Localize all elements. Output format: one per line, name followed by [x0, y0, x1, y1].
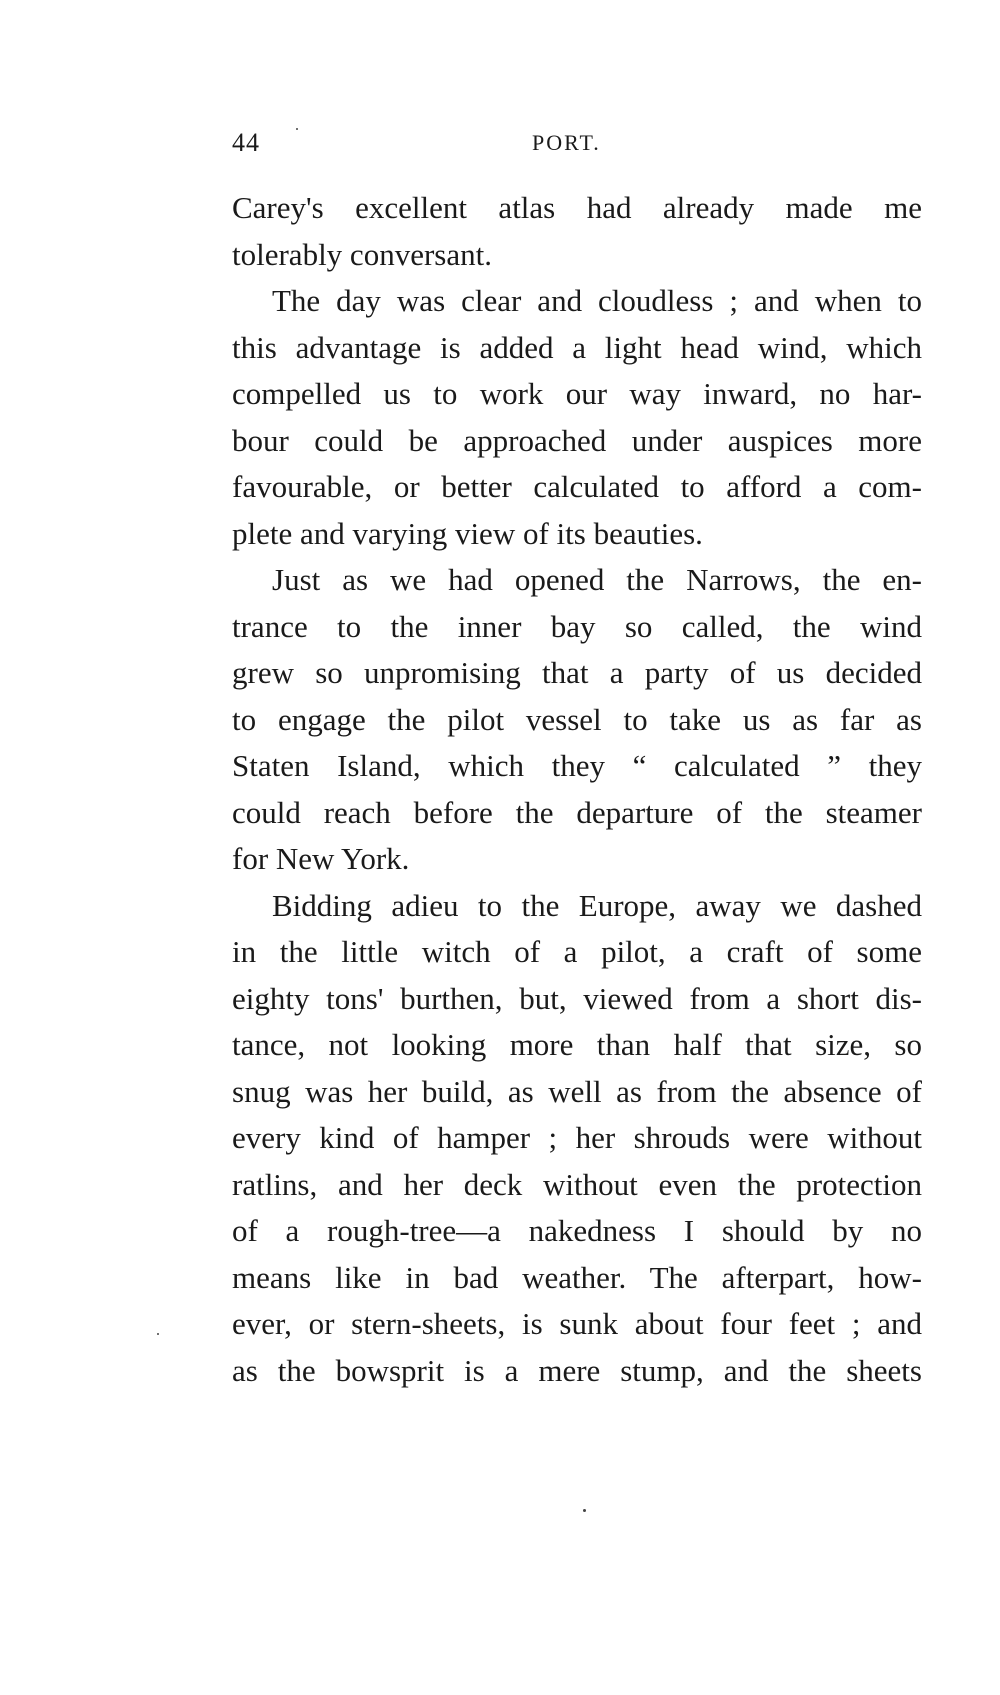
text-line: Just as we had opened the Narrows, the en-: [272, 562, 922, 597]
text-line: means like in bad weather. The afterpart, how-: [232, 1259, 922, 1295]
text-line: compelled us to work our way inward, no har-: [232, 376, 922, 411]
text-line: every kind of hamper ; her shrouds were without: [232, 1120, 922, 1155]
paragraph-3: [232, 557, 922, 883]
paragraph-1: [232, 185, 922, 278]
text-line: Bidding adieu to the Europe, away we dashed: [272, 887, 922, 923]
text-line: in the little witch of a pilot, a craft of some: [232, 934, 922, 969]
ink-speck: [296, 128, 298, 130]
text-line: for New York.: [232, 841, 410, 876]
text-line: grew so unpromising that a party of us decided: [232, 655, 922, 690]
page-header: [232, 128, 932, 168]
body-text: [232, 185, 922, 1394]
text-line: tance, not looking more than half that size, so: [232, 1027, 922, 1062]
text-line: ever, or stern-sheets, is sunk about four feet ; and: [232, 1306, 922, 1341]
text-line: this advantage is added a light head wind, which: [232, 329, 922, 365]
text-line: of a rough-tree—a nakedness I should by no: [232, 1213, 922, 1248]
paragraph-2: [232, 278, 922, 557]
ink-speck: [583, 1509, 586, 1512]
ink-speck: [157, 1333, 159, 1335]
text-line: Carey's excellent atlas had already made me: [232, 190, 922, 225]
text-line: Staten Island, which they “ calculated ” they: [232, 748, 922, 783]
text-line: The day was clear and cloudless ; and when to: [272, 283, 922, 318]
running-title: PORT.: [532, 130, 601, 155]
text-line: favourable, or better calculated to afford a com-: [232, 469, 922, 504]
text-line: to engage the pilot vessel to take us as far as: [232, 701, 922, 737]
text-line: could reach before the departure of the steamer: [232, 794, 922, 830]
page-number: 44: [232, 128, 260, 157]
text-line: bour could be approached under auspices more: [232, 422, 922, 458]
text-line: snug was her build, as well as from the absence of: [232, 1073, 922, 1109]
text-line: plete and varying view of its beauties.: [232, 515, 703, 551]
text-line: ratlins, and her deck without even the protection: [232, 1166, 922, 1202]
text-line: as the bowsprit is a mere stump, and the sheets: [232, 1352, 922, 1388]
text-line: eighty tons' burthen, but, viewed from a short dis-: [232, 980, 922, 1016]
text-line: tolerably conversant.: [232, 236, 492, 272]
paragraph-4: [232, 883, 922, 1395]
text-line: trance to the inner bay so called, the wind: [232, 608, 922, 644]
